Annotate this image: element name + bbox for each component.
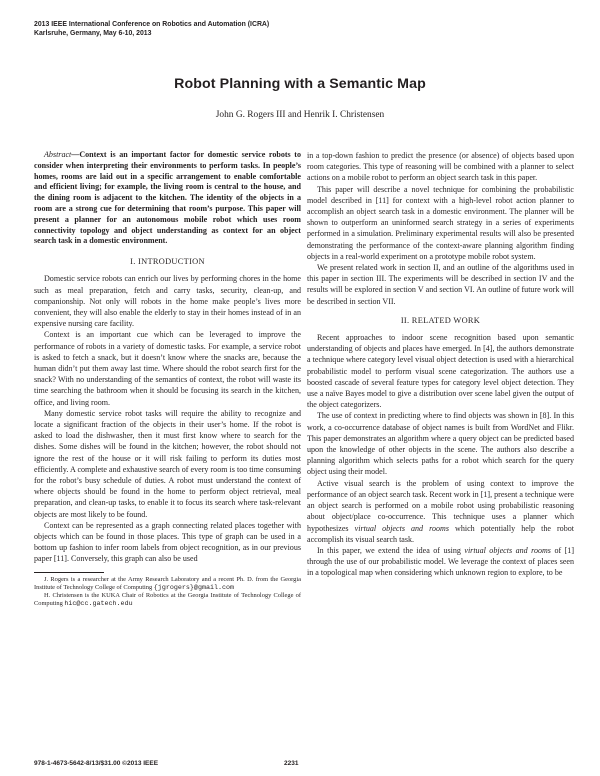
intro-paragraph: Many domestic service robot tasks will require the ability to recognize and locate a significant fraction of the objects in their user’s home. If the robot is asked to load the dishwasher, then it must first know where to search for the dishes. Some dishes will be found in the kitchen; however, the robot should not ignore the rest of the house or it will risk failing to perform its duties most efficiently. A complete and exhaustive search of every room is too time consuming for the robot’s busy schedule of duties. A robot must understand the context of where objects should be found in the home to perform object retrieval, meal preparation, and clean-up tasks, to enable it to focus its search where task-relevant objects are most likely to be found. xyxy=(34,408,301,519)
related-work-paragraph xyxy=(307,545,574,579)
related-work-emphasis: virtual objects and rooms xyxy=(354,523,449,533)
conference-location: Karlsruhe, Germany, May 6-10, 2013 xyxy=(34,29,152,37)
related-work-emphasis: virtual objects and rooms xyxy=(464,545,551,555)
footnote-rogers-email: {jgrogers}@gmail.com xyxy=(153,583,235,592)
intro-paragraph: We present related work in section II, and an outline of the algorithms used in this paper in section III. The experiments will be described in section IV and the results will be explored in section V and section VI. An outline of future work will be described in section VII. xyxy=(307,263,574,306)
right-column xyxy=(307,150,574,579)
footnote-christensen-text: H. Christensen is the KUKA Chair of Robotics at the Georgia Institute of Technology College of Computing xyxy=(34,591,301,607)
paper-authors: John G. Rogers III and Henrik I. Christensen xyxy=(215,110,385,120)
conference-header xyxy=(34,21,574,38)
footnote-christensen-email: hic@cc.gatech.edu xyxy=(64,599,133,608)
intro-paragraph: Context is an important cue which can be leveraged to improve the performance of robots in a variety of domestic tasks. For example, a service robot is asked to fetch a snack, but it doesn’t know where the snacks are, because the human didn’t put them away last time. Where should the robot search first for the snack? With no understanding of the semantics of context, the robot will waste its time searching the bathroom when it should be focusing its search in the kitchen, office, and living room. xyxy=(34,330,301,407)
paper-title: Robot Planning with a Semantic Map xyxy=(174,76,426,92)
footnote-rogers xyxy=(34,576,301,592)
related-work-text: Active visual search is the problem of using context to improve the performance of an object search task. Recent work in [1], present a technique were an object search is performed on a mobile robot using probabilistic reasoning about object/place co-occurrence. This technique uses a planner which hypothesizes xyxy=(307,478,574,533)
related-work-paragraph: The use of context in predicting where to find objects was shown in [8]. In this work, a co-occurrence database of object names is built from WordNet and Flikr. This paper demonstrates an algorithm where a query object can be predicted based upon the knowledge of other objects in the scene. The authors also describe a planning algorithm which selects paths for a robot which search for the query object using their model. xyxy=(307,411,574,477)
abstract-label: Abstract xyxy=(44,150,72,159)
abstract xyxy=(34,150,301,247)
related-work-paragraph xyxy=(307,478,574,545)
intro-continued-paragraph: in a top-down fashion to predict the presence (or absence) of objects based upon room categories. This type of reasoning will be combined with a planner to select actions on a mobile robot to perform an object search task in this paper. xyxy=(307,151,574,183)
related-work-paragraph: Recent approaches to indoor scene recognition based upon semantic understanding of objects and places have emerged. In [4], the authors demonstrate a technique where category level visual object detection is used with a hierarchical probabilistic model to perform visual scene categorization. The authors use a boosted cascade of several feature types for category level object detection. They use a naïve Bayes model to give a distribution over scene label given the output of the object categorizers. xyxy=(307,333,574,410)
related-work-text: In this paper, we extend the idea of using xyxy=(317,545,461,555)
related-work-text: which potentially help the robot accomplish its visual search task. xyxy=(307,523,574,544)
footnote-divider xyxy=(34,572,104,573)
page-number: 2231 xyxy=(284,760,299,767)
conference-name: 2013 IEEE International Conference on Robotics and Automation (ICRA) xyxy=(34,21,270,28)
footnote-rogers-text: J. Rogers is a researcher at the Army Research Laboratory and a recent Ph. D. from the Georgia Institute of Technology College of Computing xyxy=(34,575,301,591)
related-work-text: of [1] through the use of our probabilistic model. We leverage the context of places seen in a topological map when considering which unknown region to explore, to be xyxy=(307,545,574,578)
abstract-dash: — xyxy=(71,150,80,159)
section-heading-introduction: I. INTRODUCTION xyxy=(130,257,205,267)
intro-paragraph: Domestic service robots can enrich our lives by performing chores in the home such as meal preparation, fetch and carry tasks, security, clean-up, and companionship. Not only will robots in the home make people’s lives more convenient, they will also enable the elderly to stay in their homes instead of in an expensive nursing care facility. xyxy=(34,274,301,329)
left-column xyxy=(34,150,301,608)
intro-paragraph: Context can be represented as a graph connecting related places together with objects which can be found in those places. This type of graph can be used in a bottom up fashion to infer room labels from object recognition, as in our previous paper [11]. Conversely, this graph can also be used xyxy=(34,520,301,564)
footnote-christensen xyxy=(34,592,301,608)
section-heading-related-work: II. RELATED WORK xyxy=(400,315,481,325)
footer-isbn: 978-1-4673-5642-8/13/$31.00 ©2013 IEEE xyxy=(34,760,159,767)
abstract-text: Context is an important factor for domestic service robots to consider when interpreting their environments to perform tasks. In people’s homes, rooms are laid out in a specific arrangement to enable comfortable and efficient living; for example, the living room is central to the house, and the dining room is adjacent to the kitchen. The identity of the objects in a room are a strong cue for determining that room’s purpose. This paper will present a planner for an autonomous mobile robot which uses room connectivity topology and object understanding as context for an object search task in a domestic environment. xyxy=(34,150,301,246)
intro-paragraph: This paper will describe a novel technique for combining the probabilistic model described in [11] for context with a high-level robot action planner to accomplish an object search task in a domestic environment. The planner will be shown to outperform an uninformed search strategy in a series of experiments performed in a simulation. Preliminary experimental results will also be presented demonstrating the performance of the context-aware planning algorithm finding objects in a real-world experiment on a prototype mobile robot system. xyxy=(307,184,574,261)
